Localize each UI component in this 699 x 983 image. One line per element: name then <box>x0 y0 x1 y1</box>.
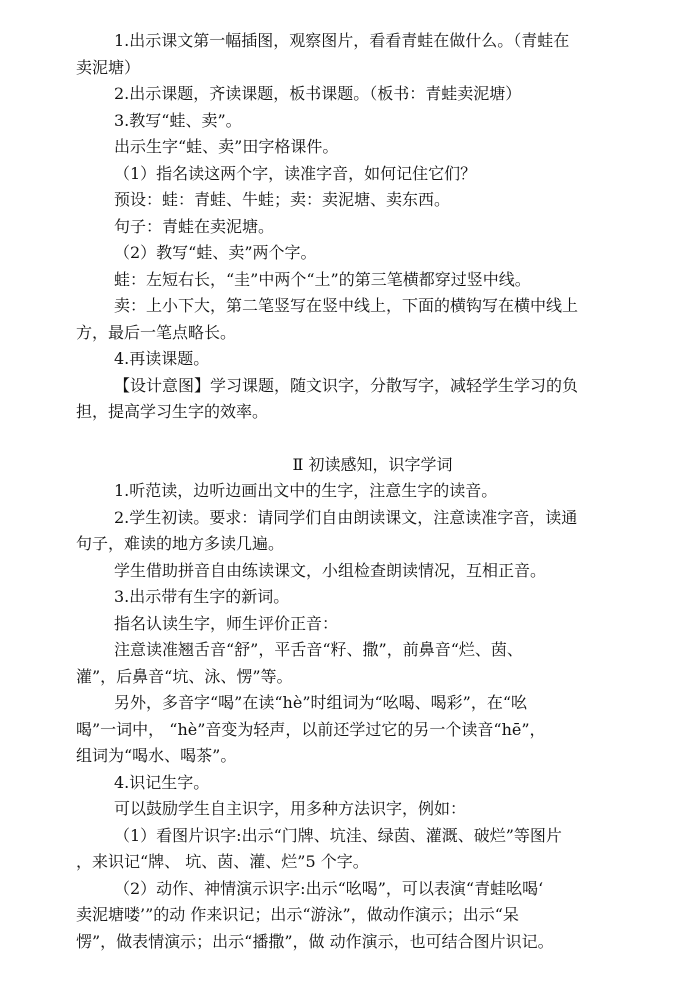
text-line: （2）教写“蛙、卖”两个字。 <box>114 243 317 262</box>
text-line: （1）指名读这两个字，读准字音，如何记住它们？ <box>114 163 477 183</box>
text-line: 【设计意图】学习课题，随文识字，分散写字，减轻学生学习的负 <box>114 375 579 395</box>
text-line: 3.教写“蛙、卖”。 <box>114 110 242 130</box>
text-line: 句子，难读的地方多读几遍。 <box>76 534 285 553</box>
text-line: 卖泥塘） <box>76 57 141 77</box>
text-line: （2）动作、神情演示识字:出示“吆喝”，可以表演“青蛙吆喝‘ <box>114 878 544 898</box>
text-line: 另外，多音字“喝”在读“hè”时组词为“吆喝、喝彩”，在“吆 <box>114 693 528 712</box>
text-line: 蛙：左短右长，“圭”中两个“土”的第三笔横都穿过竖中线。 <box>114 269 531 289</box>
text-line: （1）看图片识字:出示“门牌、坑洼、绿茵、灌溉、破烂”等图片 <box>114 825 562 845</box>
text-line: 预设：蛙：青蛙、牛蛙；卖：卖泥塘、卖东西。 <box>114 190 451 209</box>
blank-line <box>76 426 669 452</box>
text-line: 可以鼓励学生自主识字，用多种方法识字，例如： <box>114 799 467 818</box>
text-line: 组词为“喝水、喝茶”。 <box>76 746 237 765</box>
text-line: ，来识记“牌、 坑、茵、灌、烂”5 个字。 <box>76 852 369 871</box>
text-line: 卖泥塘喽’”的动 作来识记；出示“游泳”，做动作演示；出示“呆 <box>76 905 519 924</box>
text-line: 担，提高学习生字的效率。 <box>76 402 269 421</box>
text-line: 4.再读课题。 <box>114 349 210 368</box>
text-line: 愣”，做表情演示；出示“播撒”，做 动作演示，也可结合图片识记。 <box>76 931 554 951</box>
text-line: 灌”，后鼻音“坑、泳、愣”等。 <box>76 666 293 686</box>
text-line: 出示生字“蛙、卖”田字格课件。 <box>114 137 339 156</box>
text-line: 2.学生初读。要求：请同学们自由朗读课文，注意读准字音，读通 <box>114 507 578 527</box>
text-line: 4.识记生字。 <box>114 772 210 792</box>
text-line: 1.听范读，边听边画出文中的生字，注意生字的读音。 <box>114 481 498 500</box>
section-heading: Ⅱ 初读感知，识字学词 <box>292 454 453 474</box>
text-line: 句子：青蛙在卖泥塘。 <box>114 216 275 236</box>
text-line: 3.出示带有生字的新词。 <box>114 587 290 606</box>
text-line: 卖：上小下大，第二笔竖写在竖中线上，下面的横钩写在横中线上 <box>114 296 579 315</box>
text-line: 2.出示课题，齐读课题，板书课题。（板书：青蛙卖泥塘） <box>114 84 522 103</box>
text-line: 1.出示课文第一幅插图，观察图片，看看青蛙在做什么。（青蛙在 <box>114 31 570 50</box>
text-line: 方，最后一笔点略长。 <box>76 322 237 342</box>
text-line: 注意读准翘舌音“舒”，平舌音“籽、撒”，前鼻音“烂、茵、 <box>114 640 523 659</box>
text-line: 指名认读生字，师生评价正音： <box>114 613 339 633</box>
text-line: 喝”一词中， “hè”音变为轻声，以前还学过它的另一个读音“hē”， <box>76 719 546 739</box>
text-line: 学生借助拼音自由练读课文，小组检查朗读情况，互相正音。 <box>114 560 547 580</box>
